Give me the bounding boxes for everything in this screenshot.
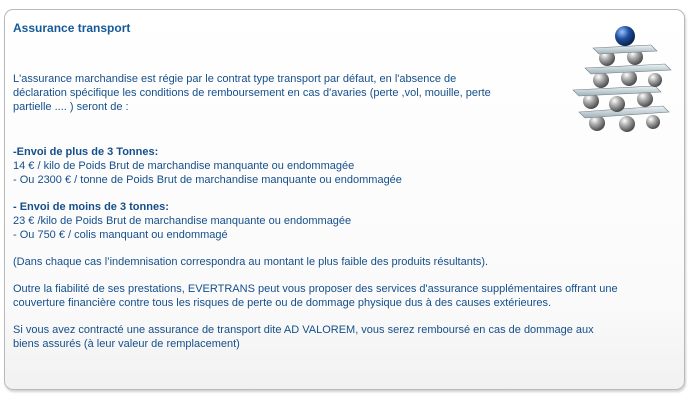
- ad-valorem-paragraph-line-1: Si vous avez contracté une assurance de transport dite AD VALOREM, vous serez remboursé en cas de dommage aux: [13, 324, 594, 336]
- evertrans-paragraph-line-2: couverture financière contre tous les risques de perte ou de dommage physique dus à des causes extérieures.: [13, 297, 552, 309]
- ad-valorem-paragraph-line-2: biens assurés (à leur valeur de remplacement): [13, 338, 240, 350]
- page-title: Assurance transport: [13, 21, 131, 35]
- section-light-line-2: - Ou 750 € / colis manquant ou endommagé: [13, 229, 228, 241]
- intro-line-1: L'assurance marchandise est régie par le contrat type transport par défaut, en l'absence de: [13, 73, 457, 85]
- balance-spheres-icon: [565, 20, 675, 140]
- indemnity-note: (Dans chaque cas l’indemnisation correspondra au montant le plus faible des produits résultants).: [13, 256, 489, 268]
- section-heavy-line-1: 14 € / kilo de Poids Brut de marchandise manquante ou endommagée: [13, 160, 355, 172]
- intro-line-3: partielle .... ) seront de :: [13, 101, 129, 113]
- intro-line-2: déclaration spécifique les conditions de remboursement en cas d'avaries (perte ,vol, mouille, perte: [13, 87, 491, 99]
- evertrans-paragraph-line-1: Outre la fiabilité de ses prestations, EVERTRANS peut vous proposer des services d'assurance supplémentaires offrant une: [13, 283, 618, 295]
- insurance-content: [13, 72, 618, 351]
- section-light-heading: - Envoi de moins de 3 tonnes:: [13, 201, 169, 213]
- section-heavy-heading: -Envoi de plus de 3 Tonnes:: [13, 146, 159, 158]
- section-heavy-line-2: - Ou 2300 € / tonne de Poids Brut de marchandise manquante ou endommagée: [13, 174, 402, 186]
- section-light-line-1: 23 € /kilo de Poids Brut de marchandise manquante ou endommagée: [13, 215, 352, 227]
